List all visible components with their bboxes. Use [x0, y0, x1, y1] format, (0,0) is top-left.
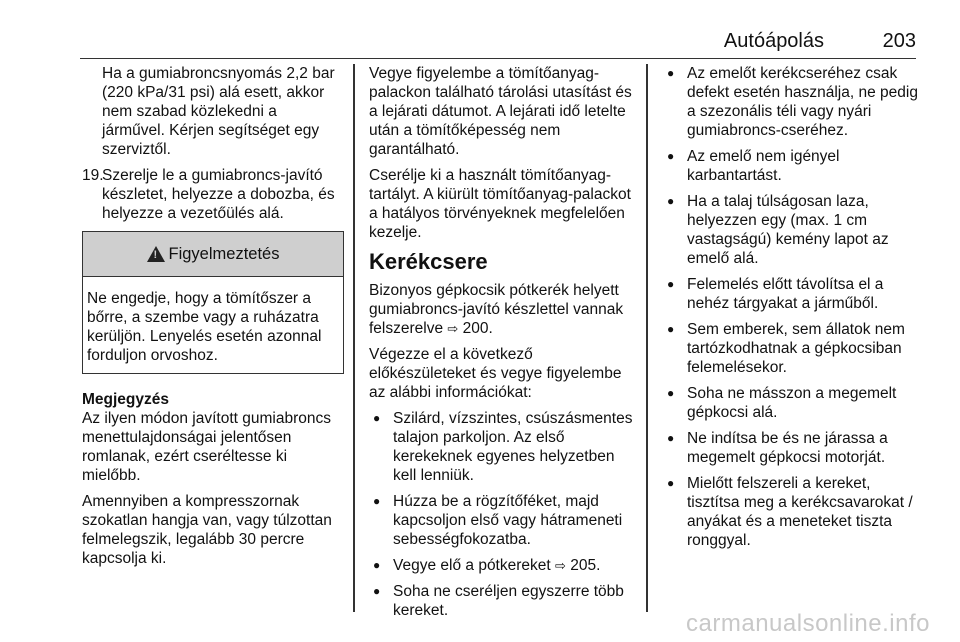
list-item: ● Ne indítsa be és ne járassa a megemelt gépkocsi motorját. [663, 429, 925, 467]
column-divider [646, 64, 648, 612]
warning-title: Figyelmeztetés [168, 244, 280, 263]
note-text: Az ilyen módon javított gumiabroncs menettulajdonságai jelentősen romlanak, ezért cseréltesse ki mielőbb. [82, 410, 331, 484]
page-header [80, 24, 916, 59]
list-item: ● Mielőtt felszereli a kereket, tisztítsa meg a kerékcsavarokat / anyákat és a meneteket tiszta ronggyal. [663, 474, 925, 550]
jack-safety-list [663, 64, 925, 550]
column-divider [353, 64, 355, 612]
warning-header [83, 232, 343, 277]
step-text: Szerelje le a gumiabroncs-javító készletet, helyezze a dobozba, és helyezze a vezetőülés alá. [102, 167, 335, 222]
list-item: ● Felemelés előtt távolítsa el a nehéz tárgyakat a járműből. [663, 275, 925, 313]
page-ref-arrow-icon: ⇨ [555, 558, 566, 573]
list-item: ● Sem emberek, sem állatok nem tartózkodhatnak a gépkocsiban felemelésekor. [663, 320, 925, 377]
sealant-paragraph-2: Cserélje ki a használt tömítőanyag-tartályt. A kiürült tömítőanyag-palackot a hatályos törvényeknek megfelelően kezelje. [369, 167, 631, 241]
column-right [663, 64, 925, 557]
column-middle [369, 64, 635, 627]
list-item: ● Soha ne másszon a megemelt gépkocsi alá. [663, 384, 925, 422]
list-item: ● Szilárd, vízszintes, csúszásmentes talajon parkoljon. Az első kerekeknek egyenes helyzetben kell lenniük. [369, 409, 635, 485]
warning-text: Ne engedje, hogy a tömítőszer a bőrre, a szembe vagy a ruházatra kerüljön. Lenyelés esetén azonnal forduljon orvoshoz. [87, 290, 322, 364]
list-item-text: Vegye elő a pótkereket [393, 557, 551, 574]
list-item: ● Húzza be a rögzítőféket, majd kapcsoljon első vagy hátrameneti sebességfokozatba. [369, 492, 635, 549]
step-19 [82, 166, 344, 223]
page-number: 203 [882, 30, 916, 52]
section-heading: Kerékcsere [369, 249, 488, 274]
page-ref-arrow-icon: ⇨ [447, 321, 459, 336]
list-item: ● Az emelő nem igényel karbantartást. [663, 147, 925, 185]
list-item: ● Az emelőt kerékcseréhez csak defekt esetén használja, ne pedig a szezonális téli vagy nyári gumiabroncs-cseréhez. [663, 64, 925, 140]
prep-paragraph: Végezze el a következő előkészületeket és vegye figyelembe az alábbi információkat: [369, 346, 622, 401]
page-ref[interactable]: 205. [570, 557, 601, 574]
list-item: ● Soha ne cseréljen egyszerre több kereket. [369, 582, 635, 620]
prep-list [369, 409, 635, 620]
intro-paragraph: Ha a gumiabroncsnyomás 2,2 bar (220 kPa/31 psi) alá esett, akkor nem szabad közlekedni a járművel. Kérjen segítséget egy szerviztől. [102, 65, 335, 158]
sealant-paragraph-1: Vegye figyelembe a tömítőanyag-palackon található tárolási utasítást és a lejárati dátumot. A lejárati idő letelte után a tömítőképesség nem garantálható. [369, 65, 632, 158]
warning-box [82, 231, 344, 374]
section-intro [369, 281, 635, 338]
chapter-title: Autóápolás [723, 30, 824, 52]
column-left [82, 64, 344, 575]
list-item [369, 556, 635, 575]
list-item: ● Ha a talaj túlságosan laza, helyezzen egy (max. 1 cm vastagságú) kemény lapot az emelő alá. [663, 192, 925, 268]
note-heading: Megjegyzés [82, 391, 170, 408]
watermark: carmanualsonline.info [686, 610, 930, 637]
section-intro-text: Bizonyos gépkocsik pótkerék helyett gumiabroncs-javító készlettel vannak felszerelve [369, 282, 624, 337]
page-ref[interactable]: 200. [462, 320, 493, 337]
compressor-paragraph: Amennyiben a kompresszornak szokatlan hangja van, vagy túlzottan felmelegszik, legalább 30 percre kapcsolja ki. [82, 493, 332, 567]
warning-triangle-icon: ! [147, 246, 165, 262]
step-number: 19. [82, 167, 104, 184]
